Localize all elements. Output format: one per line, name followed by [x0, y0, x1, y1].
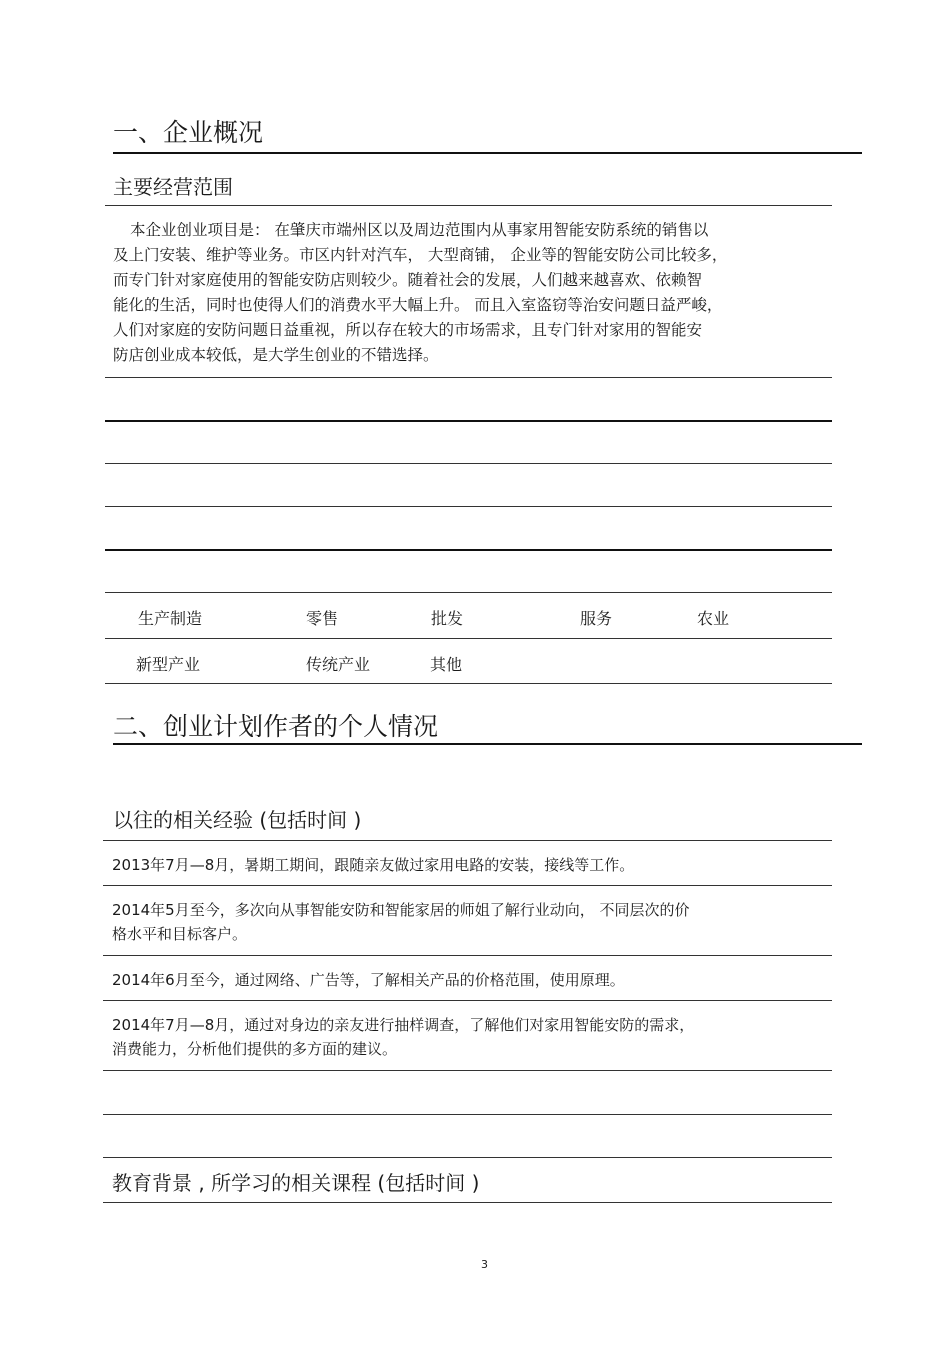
page-number: 3	[481, 1258, 488, 1271]
experience-item	[112, 1013, 694, 1061]
scope-paragraph	[113, 218, 727, 368]
table-border	[105, 463, 832, 464]
table-border	[105, 638, 832, 639]
experience-line: 2014年6月至今，通过网络、广告等，了解相关产品的价格范围，使用原理。	[112, 971, 625, 989]
scope-line: 防店创业成本较低，是大学生创业的不错选择。	[113, 346, 439, 364]
experience-line: 2014年5月至今，多次向从事智能安防和智能家居的师姐了解行业动向， 不同层次的价	[112, 901, 690, 919]
section-divider	[113, 743, 862, 745]
scope-line: 本企业创业项目是： 在肇庆市端州区以及周边范围内从事家用智能安防系统的销售以	[130, 221, 709, 239]
experience-line: 消费能力，分析他们提供的多方面的建议。	[112, 1040, 398, 1058]
table-border	[103, 840, 832, 841]
experience-line: 2014年7月—8月，通过对身边的亲友进行抽样调查，了解他们对家用智能安防的需求，	[112, 1016, 695, 1034]
experience-item	[112, 853, 634, 877]
experience-item	[112, 898, 690, 946]
table-border	[105, 205, 832, 206]
section-divider	[113, 152, 862, 154]
experience-heading: 以往的相关经验 (包括时间 )	[113, 808, 362, 832]
table-border	[103, 1114, 832, 1115]
table-border	[105, 683, 832, 684]
table-border	[105, 377, 832, 378]
table-border	[105, 549, 832, 551]
industry-option: 批发	[431, 609, 464, 628]
table-border	[105, 506, 832, 507]
table-border	[103, 1000, 832, 1001]
industry-option: 零售	[306, 609, 339, 628]
industry-option: 服务	[580, 609, 613, 628]
table-border	[105, 420, 832, 422]
industry-option: 新型产业	[136, 655, 201, 674]
industry-option: 传统产业	[306, 655, 371, 674]
scope-line: 而专门针对家庭使用的智能安防店则较少。随着社会的发展，人们越来越喜欢、依赖智	[113, 271, 703, 289]
scope-line: 人们对家庭的安防问题日益重视，所以存在较大的市场需求，且专门针对家用的智能安	[113, 321, 703, 339]
industry-option: 其他	[430, 655, 463, 674]
experience-item	[112, 968, 625, 992]
section-title-2: 二、创业计划作者的个人情况	[113, 712, 439, 741]
scope-heading: 主要经营范围	[113, 175, 233, 199]
table-border	[103, 1070, 832, 1071]
scope-line: 及上门安装、维护等业务。市区内针对汽车， 大型商铺， 企业等的智能安防公司比较多，	[113, 246, 728, 264]
table-border	[103, 1202, 832, 1203]
experience-line: 2013年7月—8月，暑期工期间，跟随亲友做过家用电路的安装，接线等工作。	[112, 856, 635, 874]
section-title-1: 一、企业概况	[113, 118, 264, 147]
scope-line: 能化的生活，同时也使得人们的消费水平大幅上升。 而且入室盗窃等治安问题日益严峻，	[113, 296, 723, 314]
table-border	[103, 955, 832, 956]
industry-option: 农业	[697, 609, 730, 628]
education-heading: 教育背景 , 所学习的相关课程 (包括时间 )	[112, 1171, 480, 1195]
table-border	[103, 885, 832, 886]
industry-option: 生产制造	[138, 609, 203, 628]
table-border	[105, 592, 832, 593]
experience-line: 格水平和目标客户。	[112, 925, 248, 943]
table-border	[103, 1157, 832, 1158]
